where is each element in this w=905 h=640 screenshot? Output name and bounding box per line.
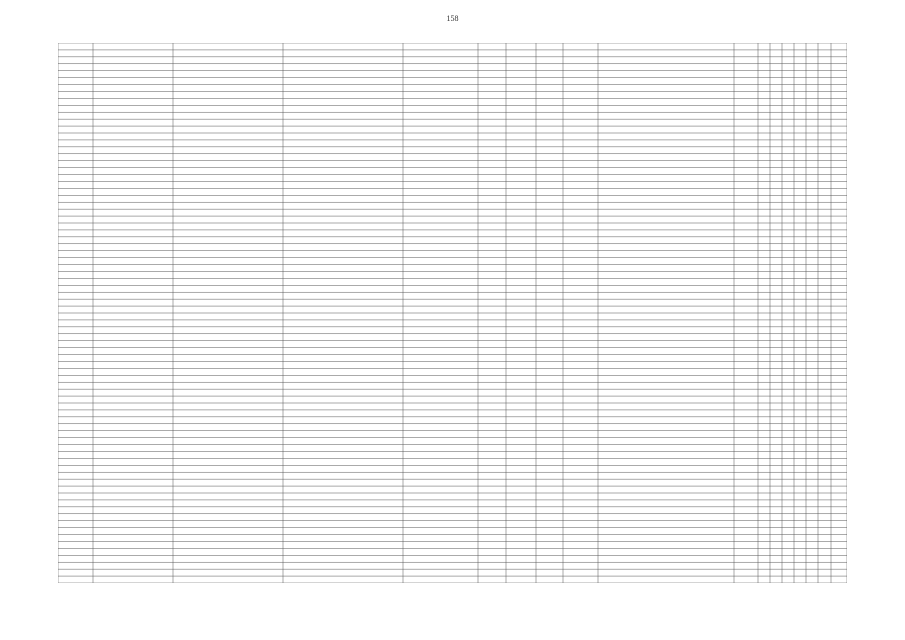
data-table — [58, 43, 847, 583]
page-number: 158 — [446, 14, 459, 23]
table-grid — [58, 43, 847, 583]
